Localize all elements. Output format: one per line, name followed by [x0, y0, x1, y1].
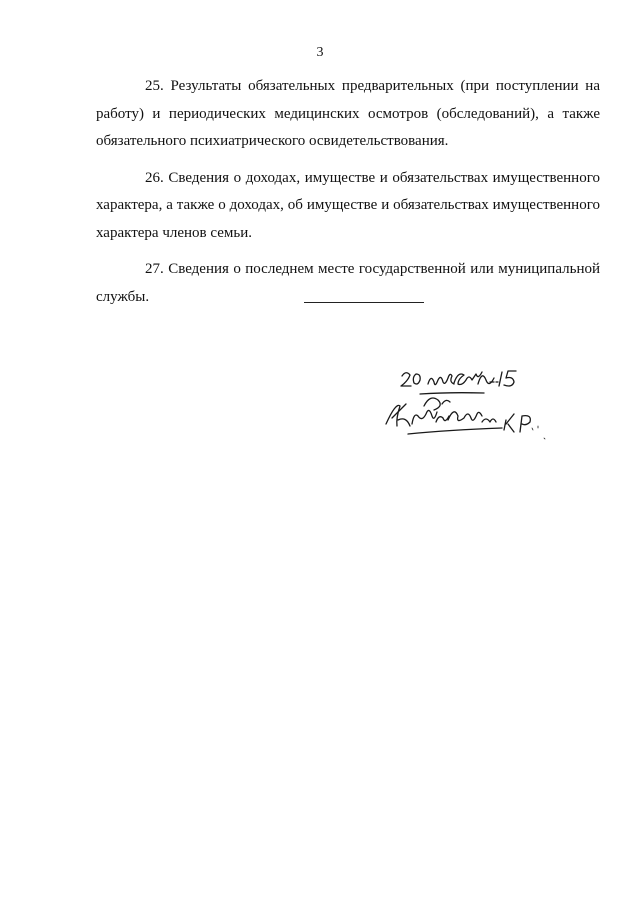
paragraph-27: 27. Сведения о последнем месте государственной или муниципальной службы.	[96, 261, 600, 305]
paragraph-25: 25. Результаты обязательных предварительных (при поступлении на работу) и периодических медицинских осмотров (обследований), а также обязательного психиатрического освидетельствования.	[96, 78, 600, 149]
signature-scribble	[378, 362, 554, 462]
handwritten-signature	[378, 362, 554, 462]
paragraph-26: 26. Сведения о доходах, имуществе и обязательствах имущественного характера, а также о доходах, об имуществе и обязательствах имущественного характера членов семьи.	[96, 169, 600, 241]
end-of-list-divider	[304, 302, 424, 303]
document-body	[96, 73, 600, 320]
page-number: 3	[316, 45, 324, 60]
